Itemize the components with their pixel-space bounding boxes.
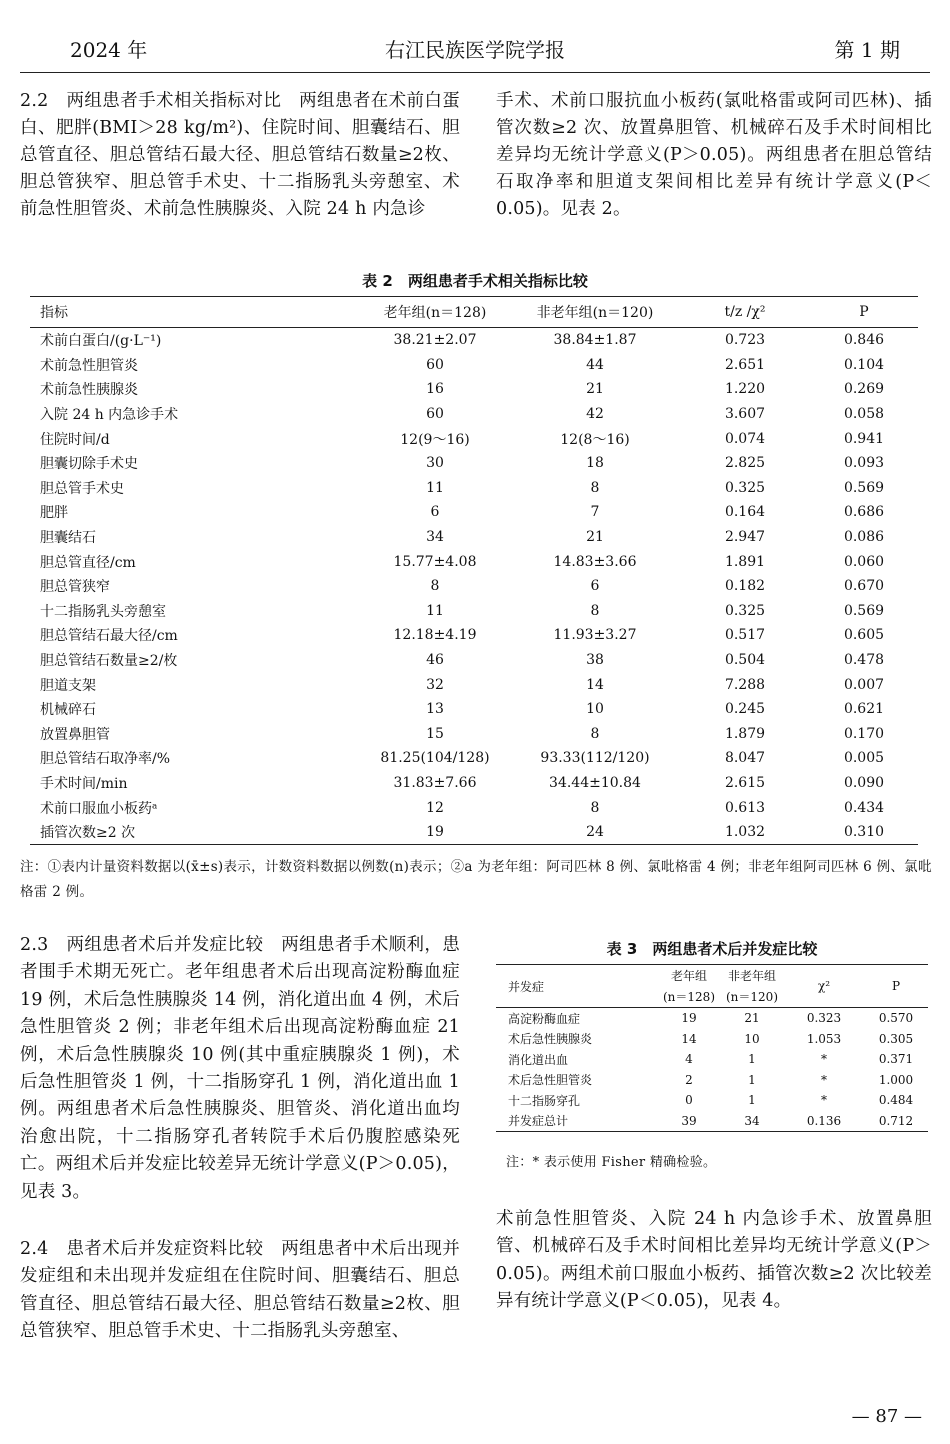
table2-cell: 21 [586, 381, 604, 398]
table2-row [30, 402, 918, 427]
table2-row [30, 820, 918, 845]
table2-cell: 0.245 [724, 701, 766, 718]
table2-cell: 0.569 [843, 479, 885, 496]
table2-cell: 0.686 [843, 504, 885, 521]
table2-row [30, 328, 918, 353]
table3-cell: 10 [744, 1031, 760, 1046]
page-number: — 87 — [851, 1406, 922, 1427]
table2-cell: 2.947 [724, 529, 766, 546]
table3-header-cell: χ² [784, 965, 864, 1008]
table2-row-label: 胆囊切除手术史 [40, 456, 138, 473]
table3-header-cell: (n＝120) [720, 986, 784, 1008]
table3-header-cell: 并发症 [496, 965, 658, 1008]
table2-cell: 12(8～16) [560, 431, 630, 448]
table3-cell: 0.305 [878, 1031, 914, 1046]
table2-row-label: 胆总管手术史 [40, 480, 124, 497]
table2-row-label: 术前白蛋白/(g·L⁻¹) [40, 333, 162, 350]
table2-row [30, 377, 918, 402]
table2-cell: 0.517 [724, 627, 766, 644]
table2-cell: 0.093 [843, 455, 885, 472]
table2-cell: 0.005 [843, 750, 885, 767]
section-2-4-paragraph [20, 1236, 460, 1346]
table3-cell: * [821, 1052, 827, 1067]
table2-cell: 42 [586, 406, 604, 423]
section-2-3-paragraph [20, 932, 460, 1206]
table3-row-label: 并发症总计 [496, 1111, 658, 1132]
table2-row-label: 插管次数≥2 次 [30, 820, 360, 845]
table2-cell: 0.846 [843, 332, 885, 349]
table2-header-row [30, 297, 918, 328]
table2-cell: 38 [586, 652, 604, 669]
table2-cell: 0.164 [724, 504, 766, 521]
header-year: 2024 年 [70, 38, 148, 62]
table2-row [30, 697, 918, 722]
table2-cell: 60 [426, 356, 444, 373]
table2-note: 注：①表内计量资料数据以(x̄±s)表示，计数资料数据以例数(n)表示；②a 为老年组：阿司匹林 8 例、氯吡格雷 4 例；非老年组阿司匹林 6 例、氯吡格雷 2 例。 [20, 859, 932, 900]
table2-cell: 0.090 [843, 774, 885, 791]
table2-cell: 0.170 [843, 725, 885, 742]
table2-cell: 8 [590, 479, 600, 496]
table2-row-label: 机械碎石 [40, 702, 96, 719]
table3 [496, 964, 928, 1132]
table2-cell: 0.310 [810, 820, 918, 845]
table2-row-label: 放置鼻胆管 [40, 726, 110, 743]
table2-cell: 1.032 [680, 820, 810, 845]
table2-cell: 38.84±1.87 [553, 332, 637, 349]
table3-cell: 0 [685, 1093, 693, 1108]
table3-row [496, 1070, 928, 1091]
table2-row [30, 574, 918, 599]
table2-cell: 24 [510, 820, 680, 845]
table2-cell: 60 [426, 406, 444, 423]
table2-cell: 0.182 [724, 578, 766, 595]
table2-cell: 15 [426, 725, 444, 742]
table2-cell: 12 [426, 799, 444, 816]
table2-cell: 30 [426, 455, 444, 472]
table2-header-cell: 非老年组(n＝120) [510, 297, 680, 328]
table2-cell: 31.83±7.66 [393, 774, 477, 791]
table3-cell: 0.371 [878, 1052, 914, 1067]
header-issue: 第 1 期 [834, 38, 900, 62]
section-2-3-text: 两组患者手术顺利，患者围手术期无死亡。老年组患者术后出现高淀粉酶血症 19 例，术后急性胰腺炎 14 例，消化道出血 4 例，术后急性胆管炎 2 例；非老年组术后出现高淀粉酶血症 21 例，术后急性胰腺炎 10 例(其中重症胰腺炎 1 例)，术后急性胆管炎 1 例，十二指肠穿孔 1 例，消化道出血 1 例。两组患者术后急性胰腺炎、胆管炎、消化道出血均治愈出院，十二指肠穿孔者转院手术后仍腹腔感染死亡。两组术后并发症比较差异无统计学意义(P＞0.05)，见表 3。 [20, 935, 461, 1202]
table2-cell: 7 [590, 504, 600, 521]
table2-cell: 1.891 [724, 553, 766, 570]
table2-cell: 15.77±4.08 [393, 553, 477, 570]
table2-cell: 0.325 [724, 479, 766, 496]
table3-row-label: 十二指肠穿孔 [508, 1093, 581, 1108]
table2-row [30, 451, 918, 476]
table2-row-label: 胆囊结石 [40, 530, 96, 547]
table2-row-label: 术前口服血小板药ᵃ [40, 800, 158, 817]
table2-cell: 2.825 [724, 455, 766, 472]
table2-cell: 0.605 [843, 627, 885, 644]
table2-cell: 0.269 [843, 381, 885, 398]
section-2-4-heading: 2.4 患者术后并发症资料比较 [20, 1239, 264, 1259]
table2-row-label: 胆总管结石取净率/% [40, 751, 171, 768]
table2 [30, 296, 918, 845]
table3-cell: 34 [720, 1111, 784, 1132]
table2-cell: 6 [430, 504, 440, 521]
header-journal-title: 右江民族医学院学报 [385, 38, 565, 62]
section-2-2-text: 两组患者在术前白蛋白、肥胖(BMI＞28 kg/m²)、住院时间、胆囊结石、胆总管直径、胆总管结石最大径、胆总管结石数量≥2枚、胆总管狭窄、胆总管手术史、十二指肠乳头旁憩室、术前急性胆管炎、术前急性胰腺炎、入院 24 h 内急诊 [20, 91, 461, 219]
table2-cell: 0.504 [724, 652, 766, 669]
table2-cell: 44 [586, 356, 604, 373]
table3-header-cell: 老年组 [658, 965, 720, 987]
table2-header-cell: 指标 [30, 297, 360, 328]
table2-header-cell: t/z /χ² [680, 297, 810, 328]
table2-row-label: 肥胖 [40, 505, 68, 522]
table3-cell: 39 [658, 1111, 720, 1132]
table2-row [30, 623, 918, 648]
table2-cell: 6 [590, 578, 600, 595]
table2-cell: 0.058 [843, 406, 885, 423]
section-2-2-heading: 2.2 两组患者手术相关指标对比 [20, 91, 282, 111]
table3-row [496, 1029, 928, 1050]
table2-cell: 8 [590, 725, 600, 742]
table2-cell: 0.478 [843, 652, 885, 669]
table2-cell: 0.086 [843, 529, 885, 546]
table2-cell: 0.621 [843, 701, 885, 718]
table2-cell: 12.18±4.19 [393, 627, 477, 644]
table2-cell: 3.607 [724, 406, 766, 423]
table2-cell: 18 [586, 455, 604, 472]
table3-row [496, 1090, 928, 1111]
table2-row [30, 746, 918, 771]
table3-cell: 2 [685, 1072, 693, 1087]
table3-body [496, 1008, 928, 1132]
table2-cell: 0.007 [843, 676, 885, 693]
table2-row-label: 胆总管结石最大径/cm [40, 628, 178, 645]
table2-row-label: 住院时间/d [40, 431, 110, 448]
table2-cell: 16 [426, 381, 444, 398]
table2-cell: 0.569 [843, 602, 885, 619]
table2-row [30, 599, 918, 624]
table3-cell: 0.712 [864, 1111, 928, 1132]
table2-row [30, 672, 918, 697]
table2-cell: 0.723 [724, 332, 766, 349]
table2-cell: 46 [426, 652, 444, 669]
table3-caption: 表 3 两组患者术后并发症比较 [606, 940, 818, 958]
table2-cell: 93.33(112/120) [540, 750, 650, 767]
table2-row [30, 525, 918, 550]
table2-header-cell: 老年组(n＝128) [360, 297, 510, 328]
table2-cell: 21 [586, 529, 604, 546]
table2-row [30, 476, 918, 501]
table2-cell: 0.325 [724, 602, 766, 619]
table2-cell: 0.074 [724, 430, 766, 447]
table2-row-label: 胆总管直径/cm [40, 554, 136, 571]
table3-cell: * [821, 1072, 827, 1087]
table2-cell: 0.060 [843, 553, 885, 570]
table3-row [496, 1049, 928, 1070]
table2-header-cell: P [810, 297, 918, 328]
table3-row-label: 术后急性胆管炎 [508, 1073, 593, 1088]
table2-row [30, 500, 918, 525]
table2-row-label: 术前急性胰腺炎 [40, 382, 138, 399]
table3-cell: 1 [748, 1072, 756, 1087]
table3-row [496, 1008, 928, 1029]
table3-header-cell: 非老年组 [720, 965, 784, 987]
header-rule [20, 72, 930, 73]
table2-cell: 7.288 [724, 676, 766, 693]
section-2-3-heading: 2.3 两组患者术后并发症比较 [20, 935, 264, 955]
table2-row-label: 入院 24 h 内急诊手术 [40, 407, 179, 424]
table2-cell: 81.25(104/128) [380, 750, 490, 767]
table3-row-label: 术后急性胰腺炎 [508, 1032, 593, 1047]
table2-row [30, 549, 918, 574]
table2-cell: 11 [426, 479, 444, 496]
table2-row-label: 手术时间/min [40, 775, 128, 792]
table2-cell: 8.047 [724, 750, 766, 767]
table2-caption: 表 2 两组患者手术相关指标比较 [362, 272, 588, 290]
table2-cell: 10 [586, 701, 604, 718]
table2-cell: 19 [360, 820, 510, 845]
table3-cell: 1 [748, 1093, 756, 1108]
table2-row-label: 胆道支架 [40, 677, 96, 694]
table3-header-cell: P [864, 965, 928, 1008]
table2-cell: 34.44±10.84 [549, 774, 641, 791]
table2-row-label: 胆总管结石数量≥2/枚 [40, 653, 178, 670]
table2-cell: 8 [590, 602, 600, 619]
table3-cell: 0.484 [878, 1093, 914, 1108]
table2-row-label: 十二指肠乳头旁憩室 [40, 603, 166, 620]
table2-cell: 0.104 [843, 356, 885, 373]
table3-header-cell: (n＝128) [658, 986, 720, 1008]
table2-row [30, 795, 918, 820]
section-2-4-text: 两组患者中术后出现并发症组和未出现并发症组在住院时间、胆囊结石、胆总管直径、胆总管结石最大径、胆总管结石数量≥2枚、胆总管狭窄、胆总管手术史、十二指肠乳头旁憩室、 [20, 1239, 461, 1342]
table2-cell: 0.670 [843, 578, 885, 595]
table2-cell: 14.83±3.66 [553, 553, 637, 570]
table2-cell: 11.93±3.27 [553, 627, 637, 644]
table3-header-row [496, 965, 928, 987]
table2-cell: 2.615 [724, 774, 766, 791]
table3-cell: 4 [685, 1052, 693, 1067]
table2-row [30, 353, 918, 378]
table3-cell: * [821, 1093, 827, 1108]
table3-cell: 19 [681, 1011, 697, 1026]
table2-cell: 1.879 [724, 725, 766, 742]
table2-row-label: 胆总管狭窄 [40, 579, 110, 596]
table3-cell: 14 [681, 1031, 697, 1046]
table2-row [30, 722, 918, 747]
table3-row [496, 1111, 928, 1132]
table2-row [30, 648, 918, 673]
table2-cell: 38.21±2.07 [393, 332, 477, 349]
table3-cell: 0.570 [878, 1011, 914, 1026]
table3-cell: 1.000 [878, 1072, 914, 1087]
table2-row [30, 771, 918, 796]
table2-cell: 14 [586, 676, 604, 693]
table3-cell: 21 [744, 1011, 760, 1026]
table2-cell: 12(9～16) [400, 431, 470, 448]
table2-cell: 8 [430, 578, 440, 595]
table3-cell: 0.136 [784, 1111, 864, 1132]
section-2-2-paragraph [20, 88, 460, 223]
table2-body [30, 328, 918, 845]
table3-row-label: 消化道出血 [508, 1052, 569, 1067]
table2-cell: 0.941 [843, 430, 885, 447]
section-2-4-continued [496, 1206, 932, 1316]
table2-cell: 11 [426, 602, 444, 619]
table3-cell: 1.053 [806, 1031, 842, 1046]
table3-cell: 1 [748, 1052, 756, 1067]
section-2-4-continued-text: 术前急性胆管炎、入院 24 h 内急诊手术、放置鼻胆管、机械碎石及手术时间相比差异均无统计学意义(P＞0.05)。两组术前口服血小板药、插管次数≥2 次比较差异有统计学意义(P＜0.05)，见表 4。 [496, 1209, 932, 1312]
table2-cell: 34 [426, 529, 444, 546]
table2-cell: 1.220 [724, 381, 766, 398]
table3-note: 注：* 表示使用 Fisher 精确检验。 [506, 1155, 717, 1170]
running-header [20, 34, 930, 68]
table2-row-label: 术前急性胆管炎 [40, 357, 138, 374]
table3-cell: 0.323 [806, 1011, 842, 1026]
table3-row-label: 高淀粉酶血症 [508, 1011, 581, 1026]
table2-cell: 2.651 [724, 356, 766, 373]
section-2-2-continued [496, 88, 932, 223]
table2-cell: 32 [426, 676, 444, 693]
section-2-2-continued-text: 手术、术前口服抗血小板药(氯吡格雷或阿司匹林)、插管次数≥2 次、放置鼻胆管、机械碎石及手术时间相比差异均无统计学意义(P＞0.05)。两组患者在胆总管结石取净率和胆道支架间相比差异有统计学意义(P＜0.05)。见表 2。 [496, 91, 932, 219]
table2-cell: 0.613 [724, 799, 766, 816]
table2-cell: 8 [590, 799, 600, 816]
table2-cell: 0.434 [843, 799, 885, 816]
table2-row [30, 426, 918, 451]
table2-cell: 13 [426, 701, 444, 718]
